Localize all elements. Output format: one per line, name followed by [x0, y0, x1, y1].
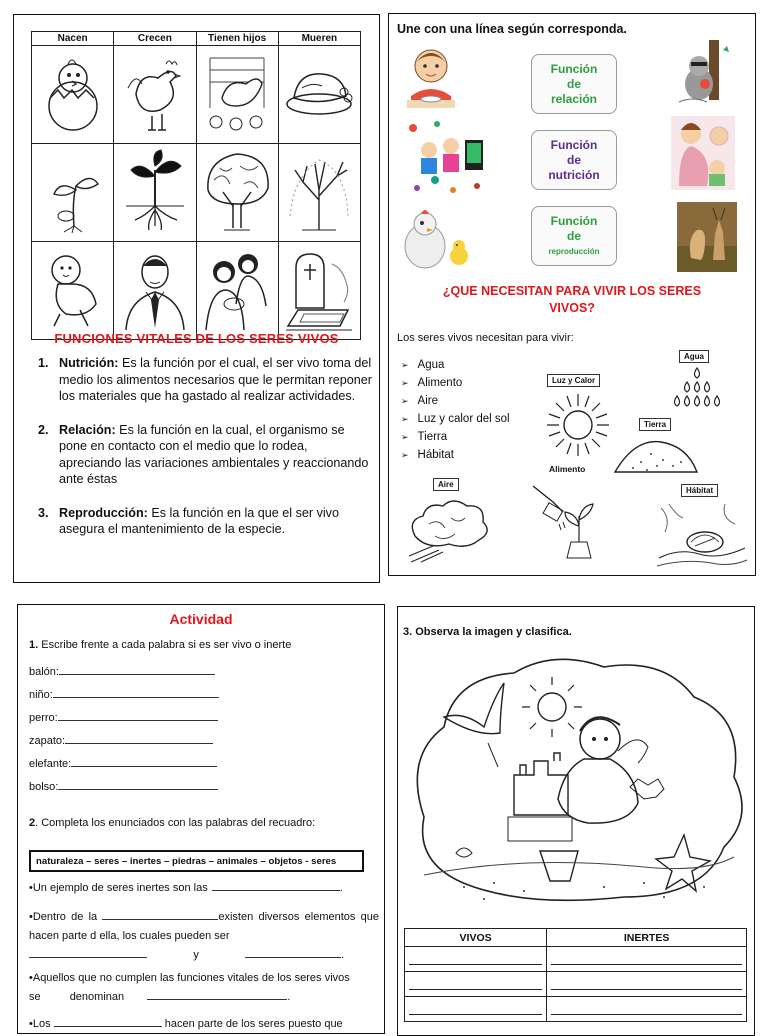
classify-panel — [397, 606, 755, 1036]
baby-crawling-drawing — [36, 244, 110, 332]
answer-blank[interactable] — [147, 989, 287, 1000]
answer-cell[interactable] — [547, 947, 747, 972]
family-with-baby-drawing — [200, 244, 274, 332]
card-word: Función — [550, 61, 598, 76]
classification-table — [404, 928, 747, 1022]
vital-functions-list — [38, 355, 373, 555]
statement-4 — [29, 1015, 379, 1034]
card-word: Función — [550, 137, 598, 152]
soil-pile-picture — [611, 432, 701, 480]
answer-blank[interactable] — [102, 909, 218, 920]
needs-question: ¿QUE NECESITAN PARA VIVIR LOS SERES VIVOS? — [442, 284, 702, 315]
label-alimento: Alimento — [549, 464, 586, 474]
statement-text: hacen parte de los seres puesto que — [164, 1018, 343, 1030]
question-number: 1. — [29, 639, 39, 651]
header-vivos: VIVOS — [405, 929, 547, 947]
list-item — [38, 505, 373, 538]
label-luz-calor: Luz y Calor — [547, 374, 600, 387]
word-line — [29, 755, 217, 770]
answer-blank[interactable] — [65, 732, 213, 744]
beach-scene-drawing — [404, 647, 750, 923]
card-word: Función — [550, 213, 598, 228]
header-mueren: Mueren — [278, 32, 360, 46]
item-text: Es la función en la cual, el organismo se pone en contacto con el medio que lo rodea, apreciando las variaciones ambientales y reaccionando ante éstas — [59, 422, 369, 486]
hen-drawing — [118, 48, 192, 136]
statement-text: y — [193, 949, 199, 961]
label-tierra: Tierra — [639, 418, 671, 431]
small-tree-drawing — [118, 146, 192, 234]
card-word: relación — [550, 91, 598, 106]
statement-2: •Dentro de la existen diversos elementos que hacen parte d ella, los cuales pueden ser y . — [29, 908, 379, 965]
function-reproduction-card[interactable] — [531, 206, 617, 266]
list-item — [38, 422, 373, 488]
hen-with-chicks-drawing — [200, 48, 274, 136]
question-1 — [29, 639, 291, 651]
sun-picture — [543, 390, 613, 460]
word-label: elefante: — [29, 758, 72, 770]
list-item: ➢ Alimento — [401, 374, 510, 392]
function-nutrition-card[interactable] — [531, 130, 617, 190]
card-word: de — [566, 152, 581, 167]
list-item: ➢ Luz y calor del sol — [401, 410, 510, 428]
answer-blank[interactable] — [29, 947, 147, 958]
item-term: Relación: — [59, 422, 116, 437]
item-term: Nutrición: — [59, 356, 119, 370]
list-item: ➢ Hábitat — [401, 446, 510, 464]
child-eating-picture — [403, 44, 459, 112]
statement-text: existen diversos elementos que hacen parte d ella, los cuales pueden ser — [29, 911, 379, 942]
habitat-picture — [655, 498, 749, 570]
statement-text: denominan — [69, 991, 125, 1003]
word-label: zapato: — [29, 735, 66, 747]
word-line — [29, 709, 218, 724]
statement-text: •Los — [29, 1018, 51, 1030]
answer-cell[interactable] — [405, 947, 547, 972]
life-cycle-table — [31, 31, 361, 340]
item-number: 3. — [38, 505, 49, 520]
word-line — [29, 686, 219, 701]
item-number: 1. — [38, 356, 49, 370]
water-drops-picture — [659, 364, 735, 416]
label-aire: Aire — [433, 478, 459, 491]
raccoon-with-apple-picture — [675, 40, 735, 110]
statement-text: •Dentro de la — [29, 911, 103, 923]
needs-intro: Los seres vivos necesitan para vivir: — [397, 332, 574, 344]
statement-1: •Un ejemplo de seres inertes son las . — [29, 882, 343, 894]
activity-title: Actividad — [169, 611, 233, 627]
answer-blank[interactable] — [53, 686, 219, 698]
function-relation-card[interactable] — [531, 54, 617, 114]
matching-panel — [388, 13, 756, 576]
word-label: perro: — [29, 712, 58, 724]
answer-blank[interactable] — [54, 1016, 162, 1027]
answer-blank[interactable] — [212, 880, 340, 891]
watering-plant-picture — [523, 480, 599, 560]
question-text: Escribe frente a cada palabra si es ser vivo o inerte — [38, 639, 292, 651]
word-line — [29, 663, 215, 678]
header-tienen-hijos: Tienen hijos — [196, 32, 278, 46]
answer-cell[interactable] — [547, 972, 747, 997]
statement-text: •Un ejemplo de seres inertes son las — [29, 882, 208, 894]
mammals-picture — [677, 202, 737, 272]
word-label: bolso: — [29, 781, 59, 793]
sprouting-seed-drawing — [36, 146, 110, 234]
roast-chicken-drawing — [282, 48, 356, 136]
list-item — [38, 355, 373, 405]
card-word: de — [566, 228, 581, 243]
hatching-chick-drawing — [36, 48, 110, 136]
answer-cell[interactable] — [547, 997, 747, 1022]
question-2 — [29, 817, 315, 829]
answer-blank[interactable] — [59, 663, 215, 675]
grown-tree-drawing — [200, 146, 274, 234]
vital-functions-title: FUNCIONES VITALES DE LOS SERES VIVOS — [54, 331, 339, 346]
grave-drawing — [282, 244, 356, 332]
statement-text: se — [29, 991, 41, 1003]
item-text: Es la función por el cual, el ser vivo toma del medio los alimentos necesarios que le permitan reponer los materiales que ha gastado al realizar actividades. — [59, 356, 372, 403]
label-habitat: Hábitat — [681, 484, 718, 497]
answer-cell[interactable] — [405, 997, 547, 1022]
word-bank-box: naturaleza – seres – inertes – piedras – animales – objetos - seres — [29, 850, 364, 872]
needs-list — [401, 356, 510, 464]
word-line — [29, 778, 218, 793]
answer-blank[interactable] — [245, 947, 341, 958]
statement-text: •Aquellos que no cumplen las funciones vitales de los seres vivos — [29, 972, 350, 984]
activity-panel — [17, 604, 385, 1034]
adult-man-drawing — [118, 244, 192, 332]
list-item: ➢ Tierra — [401, 428, 510, 446]
wind-cloud-picture — [405, 496, 495, 564]
question-text: . Completa los enunciados con las palabras del recuadro: — [35, 817, 316, 829]
item-text: Es la función en la que el ser vivo asegura el mantenimiento de la especie. — [59, 505, 339, 536]
statement-3: •Aquellos que no cumplen las funciones vitales de los seres vivos se denominan . — [29, 972, 350, 1003]
label-agua: Agua — [679, 350, 709, 363]
question-number: 2 — [29, 817, 36, 829]
table-row — [405, 997, 747, 1022]
item-term: Reproducción: — [59, 505, 148, 520]
card-word: reproducción — [548, 246, 600, 256]
list-item: ➢ Aire — [401, 392, 510, 410]
vital-functions-panel — [13, 14, 380, 583]
table-row — [405, 947, 747, 972]
card-word: nutrición — [548, 167, 600, 182]
word-label: niño: — [29, 689, 53, 701]
word-label: balón: — [29, 666, 59, 678]
bare-tree-drawing — [282, 146, 356, 234]
answer-cell[interactable] — [405, 972, 547, 997]
table-row — [405, 972, 747, 997]
word-line — [29, 732, 213, 747]
kids-playing-picture — [407, 116, 487, 202]
answer-blank[interactable] — [58, 778, 218, 790]
item-number: 2. — [38, 422, 49, 437]
header-inertes: INERTES — [547, 929, 747, 947]
pregnant-mother-picture — [671, 116, 735, 190]
header-crecen: Crecen — [114, 32, 196, 46]
header-nacen: Nacen — [32, 32, 114, 46]
answer-blank[interactable] — [71, 755, 217, 767]
card-word: de — [566, 76, 581, 91]
classify-instruction: 3. Observa la imagen y clasifica. — [403, 626, 572, 638]
list-item: ➢ Agua — [401, 356, 510, 374]
matching-instruction: Une con una línea según corresponda. — [397, 22, 627, 36]
hen-and-chick-picture — [399, 206, 473, 276]
answer-blank[interactable] — [58, 709, 218, 721]
